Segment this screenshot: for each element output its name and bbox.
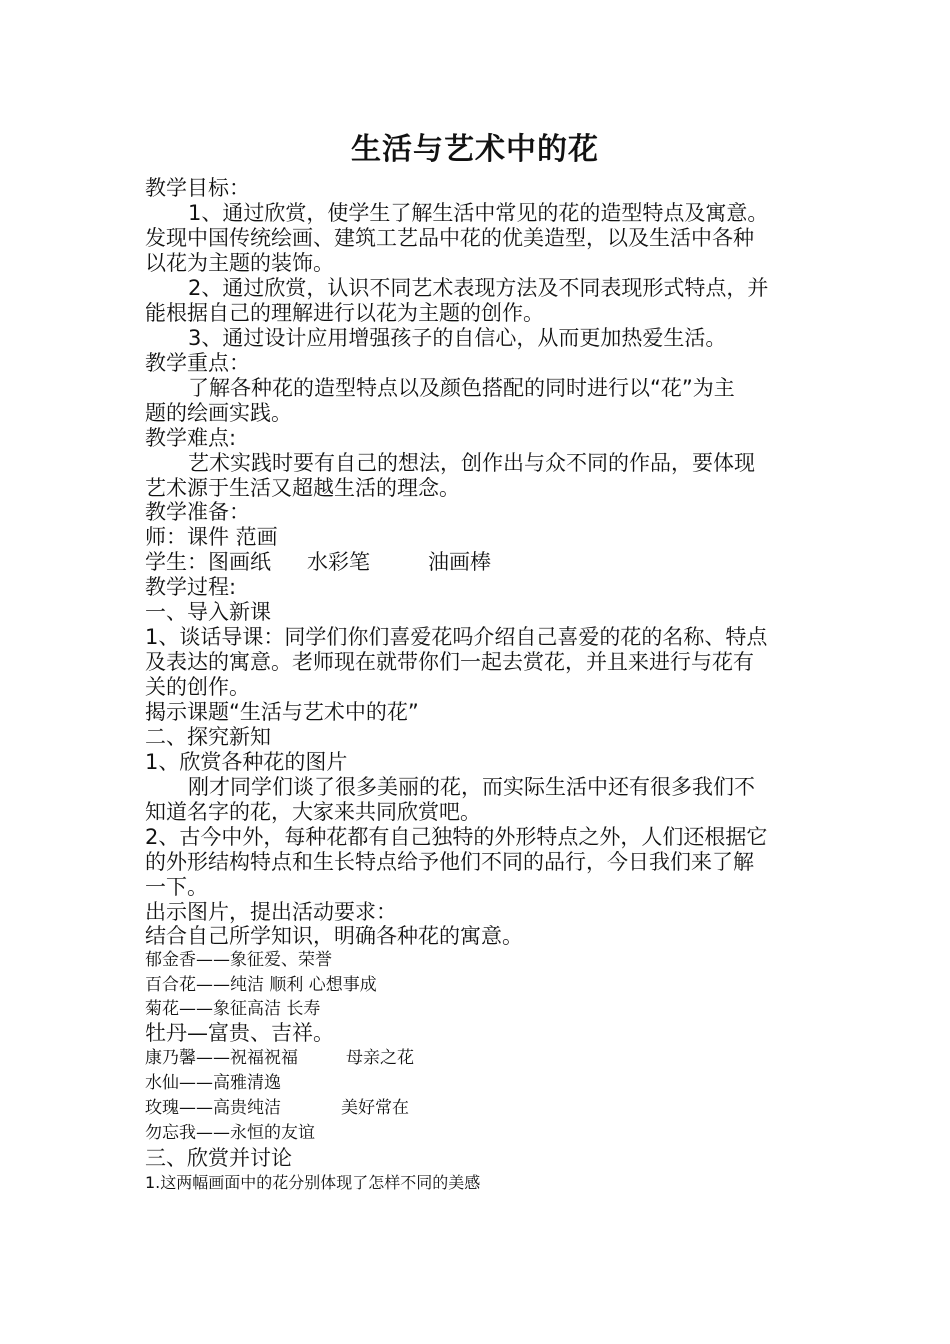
flower-chrysanthemum: 菊花——象征高洁 长寿 bbox=[145, 999, 321, 1019]
process-heading: 教学过程: bbox=[145, 575, 237, 599]
flower-rose bbox=[145, 1097, 409, 1119]
part-2-show: 出示图片，提出活动要求： bbox=[145, 900, 397, 924]
objective-2-line-2: 能根据自己的理解进行以花为主题的创作。 bbox=[145, 301, 544, 325]
part-1-line-3: 关的创作。 bbox=[145, 675, 250, 699]
part-2-sub-2-line-1: 2、古今中外，每种花都有自己独特的外形特点之外，人们还根据它 bbox=[145, 825, 768, 849]
flower-tulip: 郁金香——象征爱、荣誉 bbox=[145, 950, 332, 970]
objective-2-line-1: 2、通过欣赏，认识不同艺术表现方法及不同表现形式特点，并 bbox=[188, 276, 769, 300]
part-2-sub-2-line-2: 的外形结构特点和生长特点给予他们不同的品行，今日我们来了解 bbox=[145, 850, 754, 874]
difficulties-line-2: 艺术源于生活又超越生活的理念。 bbox=[145, 476, 460, 500]
objective-1-line-2: 发现中国传统绘画、建筑工艺品中花的优美造型，以及生活中各种 bbox=[145, 226, 754, 250]
part-1-line-1: 1、谈话导课：同学们你们喜爱花吗介绍自己喜爱的花的名称、特点 bbox=[145, 625, 768, 649]
preparation-heading: 教学准备： bbox=[145, 500, 250, 524]
part-2-requirement: 结合自己所学知识，明确各种花的寓意。 bbox=[145, 924, 523, 948]
part-3-question-1: 1.这两幅画面中的花分别体现了怎样不同的美感 bbox=[145, 1173, 481, 1192]
difficulties-heading: 教学难点: bbox=[145, 426, 237, 450]
part-2-sub-2-line-3: 一下。 bbox=[145, 875, 208, 899]
preparation-teacher: 师：课件 范画 bbox=[145, 525, 278, 549]
flower-rose-meaning: 玫瑰——高贵纯洁 bbox=[145, 1098, 281, 1118]
flower-narcissus: 水仙——高雅清逸 bbox=[145, 1073, 281, 1093]
key-points-line-2: 题的绘画实践。 bbox=[145, 401, 292, 425]
preparation-student bbox=[145, 550, 491, 575]
difficulties-line-1: 艺术实践时要有自己的想法，创作出与众不同的作品，要体现 bbox=[188, 451, 755, 475]
objective-1-line-1: 1、通过欣赏，使学生了解生活中常见的花的造型特点及寓意。 bbox=[188, 201, 769, 225]
page-title: 生活与艺术中的花 bbox=[351, 132, 599, 167]
flower-carnation bbox=[145, 1047, 414, 1069]
part-1-line-2: 及表达的寓意。老师现在就带你们一起去赏花，并且来进行与花有 bbox=[145, 650, 754, 674]
flower-carnation-meaning: 康乃馨——祝福祝福 bbox=[145, 1048, 298, 1068]
flower-peony: 牡丹—富贵、吉祥。 bbox=[145, 1021, 334, 1045]
objective-3-line-1: 3、通过设计应用增强孩子的自信心，从而更加热爱生活。 bbox=[188, 326, 727, 350]
key-points-heading: 教学重点： bbox=[145, 351, 250, 375]
objective-1-line-3: 以花为主题的装饰。 bbox=[145, 251, 334, 275]
part-2-heading: 二、探究新知 bbox=[145, 725, 271, 749]
flower-rose-extra: 美好常在 bbox=[341, 1098, 409, 1118]
preparation-student-label: 学生：图画纸 bbox=[145, 550, 271, 574]
part-1-topic: 揭示课题“生活与艺术中的花” bbox=[145, 700, 419, 724]
flower-carnation-extra: 母亲之花 bbox=[346, 1048, 414, 1068]
key-points-line-1: 了解各种花的造型特点以及颜色搭配的同时进行以“花”为主 bbox=[188, 376, 735, 400]
preparation-student-item-2: 水彩笔 bbox=[307, 550, 370, 574]
flower-forget-me-not: 勿忘我——永恒的友谊 bbox=[145, 1123, 315, 1143]
flower-lily: 百合花——纯洁 顺利 心想事成 bbox=[145, 975, 377, 995]
part-2-sub-1-line-1: 刚才同学们谈了很多美丽的花，而实际生活中还有很多我们不 bbox=[188, 775, 755, 799]
objectives-heading: 教学目标： bbox=[145, 176, 250, 200]
part-2-sub-1-line-2: 知道名字的花，大家来共同欣赏吧。 bbox=[145, 800, 481, 824]
part-2-sub-1: 1、欣赏各种花的图片 bbox=[145, 750, 348, 774]
part-1-heading: 一、导入新课 bbox=[145, 600, 271, 624]
part-3-heading: 三、欣赏并讨论 bbox=[145, 1146, 292, 1170]
preparation-student-item-3: 油画棒 bbox=[428, 550, 491, 574]
